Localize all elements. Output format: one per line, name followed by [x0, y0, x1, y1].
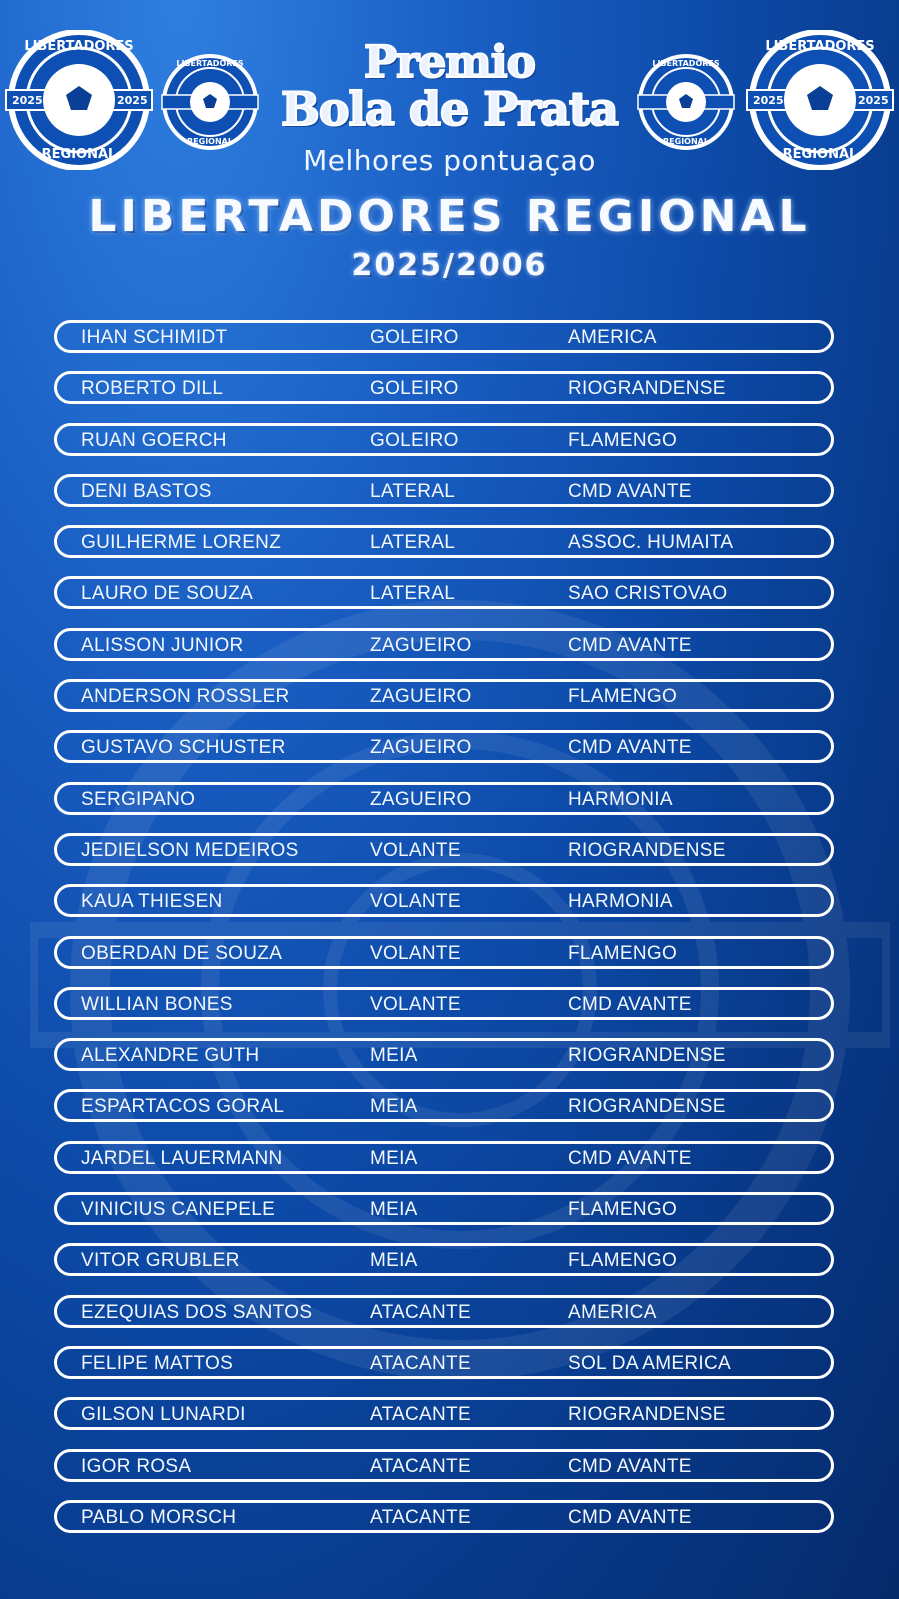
- player-club: AMERICA: [568, 327, 657, 348]
- player-name: RUAN GOERCH: [81, 429, 227, 451]
- player-club: FLAMENGO: [568, 1250, 678, 1272]
- player-name: EZEQUIAS DOS SANTOS: [81, 1301, 313, 1323]
- player-row: [54, 474, 834, 507]
- player-position: VOLANTE: [370, 993, 461, 1015]
- player-club: RIOGRANDENSE: [568, 839, 726, 861]
- player-row: [54, 730, 834, 763]
- player-club: CMD AVANTE: [568, 1506, 692, 1528]
- player-club: RIOGRANDENSE: [568, 1096, 726, 1118]
- player-name: GILSON LUNARDI: [81, 1404, 246, 1426]
- player-row: [54, 1089, 834, 1122]
- player-position: GOLEIRO: [370, 327, 459, 348]
- player-name: GUSTAVO SCHUSTER: [81, 737, 286, 759]
- player-name: VINICIUS CANEPELE: [81, 1199, 276, 1221]
- player-row: [54, 423, 834, 456]
- player-name: ALEXANDRE GUTH: [81, 1045, 260, 1067]
- player-name: SERGIPANO: [81, 788, 196, 810]
- player-position: ZAGUEIRO: [370, 788, 472, 810]
- player-club: FLAMENGO: [568, 686, 678, 708]
- player-position: LATERAL: [370, 480, 456, 502]
- player-row: [54, 576, 834, 609]
- player-position: ATACANTE: [370, 1404, 471, 1426]
- player-row: [54, 1346, 834, 1379]
- player-club: AMERICA: [568, 1301, 657, 1323]
- logo-text-bottom: REGIONAL: [187, 137, 233, 146]
- player-club: RIOGRANDENSE: [568, 378, 726, 400]
- player-name: ESPARTACOS GORAL: [81, 1096, 285, 1118]
- logo-year: 2025: [753, 94, 784, 107]
- player-row: [54, 782, 834, 815]
- player-name: DENI BASTOS: [81, 480, 212, 502]
- award-subtitle: Melhores pontuaçao: [303, 144, 596, 177]
- player-position: GOLEIRO: [370, 429, 459, 451]
- logo-text-bottom: REGIONAL: [41, 147, 117, 162]
- player-name: GUILHERME LORENZ: [81, 532, 282, 554]
- logo-year: 2025: [858, 94, 889, 107]
- player-position: MEIA: [370, 1096, 418, 1118]
- player-position: ATACANTE: [370, 1301, 471, 1323]
- player-list: [54, 320, 834, 1551]
- logo-text-top: LIBERTADORES: [24, 39, 134, 54]
- award-title-line2: Bola de Prata: [281, 82, 618, 136]
- header: [0, 37, 899, 283]
- player-name: IHAN SCHIMIDT: [81, 327, 228, 348]
- logo-text-bottom: REGIONAL: [663, 137, 709, 146]
- player-row: [54, 1397, 834, 1430]
- player-club: CMD AVANTE: [568, 634, 692, 656]
- player-position: ATACANTE: [370, 1506, 471, 1528]
- player-name: ROBERTO DILL: [81, 378, 224, 400]
- player-club: HARMONIA: [568, 891, 673, 913]
- player-name: KAUA THIESEN: [81, 891, 223, 913]
- player-row: [54, 320, 834, 353]
- player-position: LATERAL: [370, 583, 456, 605]
- player-club: ASSOC. HUMAITA: [568, 532, 734, 554]
- player-row: [54, 525, 834, 558]
- player-row: [54, 1500, 834, 1533]
- player-club: HARMONIA: [568, 788, 673, 810]
- player-club: CMD AVANTE: [568, 993, 692, 1015]
- player-row: [54, 987, 834, 1020]
- player-name: OBERDAN DE SOUZA: [81, 942, 283, 964]
- player-club: RIOGRANDENSE: [568, 1045, 726, 1067]
- player-club: CMD AVANTE: [568, 480, 692, 502]
- logo-text-bottom: REGIONAL: [782, 147, 858, 162]
- player-row: [54, 1141, 834, 1174]
- player-club: FLAMENGO: [568, 1199, 678, 1221]
- player-name: LAURO DE SOUZA: [81, 583, 254, 605]
- player-row: [54, 679, 834, 712]
- player-position: ZAGUEIRO: [370, 634, 472, 656]
- award-title-line1: Premio: [364, 37, 535, 88]
- logo-year: 2025: [117, 94, 148, 107]
- player-name: ANDERSON ROSSLER: [81, 686, 290, 708]
- player-club: FLAMENGO: [568, 942, 678, 964]
- player-name: JEDIELSON MEDEIROS: [81, 839, 299, 861]
- player-club: SOL DA AMERICA: [568, 1352, 731, 1374]
- player-club: FLAMENGO: [568, 429, 678, 451]
- player-name: ALISSON JUNIOR: [81, 634, 244, 656]
- player-position: VOLANTE: [370, 839, 461, 861]
- player-name: PABLO MORSCH: [81, 1506, 237, 1528]
- event-title: LIBERTADORES REGIONAL: [88, 191, 811, 242]
- logo-year: 2025: [12, 94, 43, 107]
- player-name: VITOR GRUBLER: [81, 1250, 240, 1272]
- player-club: CMD AVANTE: [568, 1455, 692, 1477]
- logo-text-top: LIBERTADORES: [652, 59, 720, 68]
- player-row: [54, 628, 834, 661]
- player-row: [54, 833, 834, 866]
- player-position: ZAGUEIRO: [370, 686, 472, 708]
- player-position: VOLANTE: [370, 942, 461, 964]
- player-row: [54, 1192, 834, 1225]
- player-position: ATACANTE: [370, 1455, 471, 1477]
- player-position: MEIA: [370, 1147, 418, 1169]
- player-name: IGOR ROSA: [81, 1455, 192, 1477]
- player-row: [54, 371, 834, 404]
- player-name: JARDEL LAUERMANN: [81, 1147, 283, 1169]
- player-position: GOLEIRO: [370, 378, 459, 400]
- player-position: MEIA: [370, 1045, 418, 1067]
- player-position: MEIA: [370, 1250, 418, 1272]
- player-name: FELIPE MATTOS: [81, 1352, 234, 1374]
- player-name: WILLIAN BONES: [81, 993, 233, 1015]
- logo-text-top: LIBERTADORES: [176, 59, 244, 68]
- player-club: RIOGRANDENSE: [568, 1404, 726, 1426]
- player-row: [54, 884, 834, 917]
- player-club: SAO CRISTOVAO: [568, 583, 728, 605]
- logo-text-top: LIBERTADORES: [765, 39, 875, 54]
- player-position: VOLANTE: [370, 891, 461, 913]
- player-row: [54, 936, 834, 969]
- player-position: ATACANTE: [370, 1352, 471, 1374]
- player-row: [54, 1449, 834, 1482]
- player-row: [54, 1038, 834, 1071]
- player-position: LATERAL: [370, 532, 456, 554]
- season-label: 2025/2006: [351, 248, 548, 283]
- player-club: CMD AVANTE: [568, 1147, 692, 1169]
- player-position: ZAGUEIRO: [370, 737, 472, 759]
- player-row: [54, 1295, 834, 1328]
- player-club: CMD AVANTE: [568, 737, 692, 759]
- player-row: [54, 1243, 834, 1276]
- player-position: MEIA: [370, 1199, 418, 1221]
